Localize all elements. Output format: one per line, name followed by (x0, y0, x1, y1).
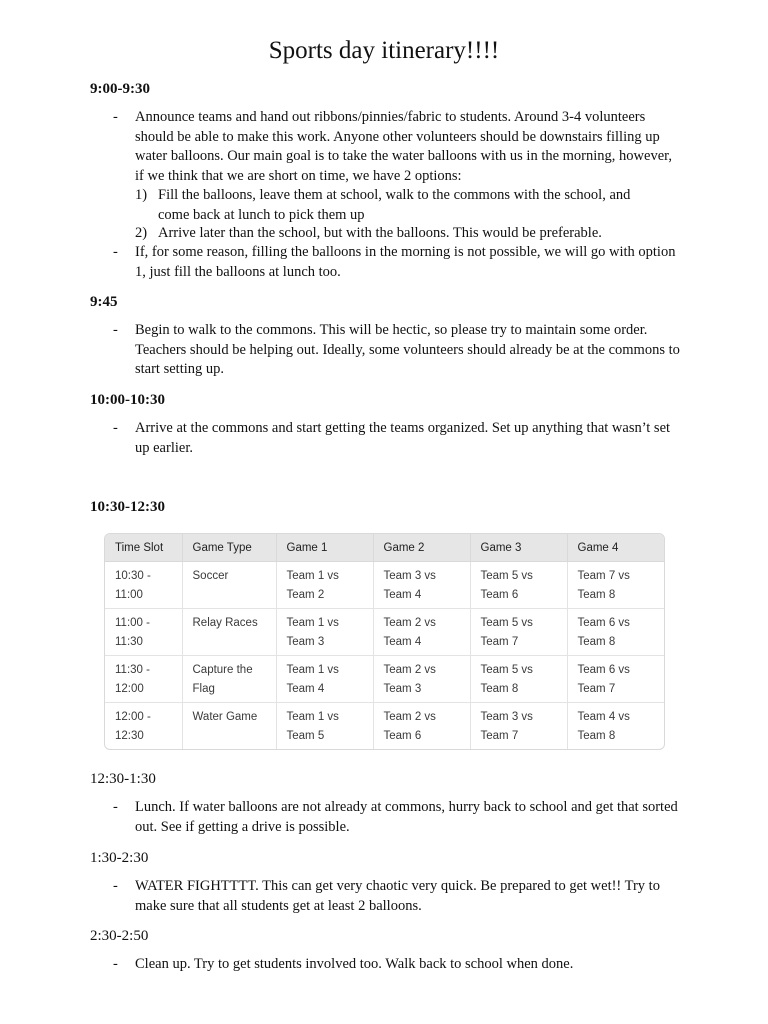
table-cell: Team 1 vs Team 5 (276, 703, 373, 750)
column-header: Game Type (182, 534, 276, 562)
table-cell: Team 5 vs Team 8 (470, 656, 567, 703)
option-number: 2) (135, 225, 148, 241)
time-heading-0945: 9:45 (90, 294, 118, 310)
table-row (105, 656, 664, 703)
bullet-0130-water-fight (90, 877, 680, 916)
table-cell: Team 5 vs Team 6 (470, 562, 567, 609)
table-cell: Relay Races (182, 609, 276, 656)
table-cell: Team 1 vs Team 4 (276, 656, 373, 703)
table-cell: Team 3 vs Team 7 (470, 703, 567, 750)
bullet-dash: - (113, 420, 118, 436)
column-header: Game 3 (470, 534, 567, 562)
table-cell: Soccer (182, 562, 276, 609)
table-cell: Team 7 vs Team 8 (567, 562, 664, 609)
table-cell: Team 5 vs Team 7 (470, 609, 567, 656)
bullet-1230-lunch (90, 798, 680, 837)
table-cell: Team 2 vs Team 4 (373, 609, 470, 656)
bullet-text: Begin to walk to the commons. This will be hectic, so please try to maintain some order. Teachers should be helping out. Ideally, some volunteers should already be at the commons to start setting up. (135, 322, 680, 377)
bullet-dash: - (113, 799, 118, 815)
table-cell: Capture the Flag (182, 656, 276, 703)
bullet-0230-cleanup (90, 955, 680, 975)
bullet-text: WATER FIGHTTTT. This can get very chaotic very quick. Be prepared to get wet!! Try to make sure that all students get at least 2 balloons. (135, 878, 660, 914)
option-text: Arrive later than the school, but with the balloons. This would be preferable. (158, 225, 602, 241)
option-2 (135, 224, 655, 244)
bullet-dash: - (113, 878, 118, 894)
time-heading-0130: 1:30-2:30 (90, 850, 149, 866)
bullet-text: Clean up. Try to get students involved too. Walk back to school when done. (135, 956, 574, 972)
table-cell: 11:00 - 11:30 (105, 609, 182, 656)
table-cell: Team 1 vs Team 3 (276, 609, 373, 656)
option-text: Fill the balloons, leave them at school, walk to the commons with the school, and come back at lunch to pick them up (158, 187, 631, 223)
games-schedule-table (104, 533, 665, 750)
time-heading-1030: 10:30-12:30 (90, 499, 165, 515)
page-title: Sports day itinerary!!!! (268, 37, 500, 64)
time-heading-1000: 10:00-10:30 (90, 392, 165, 408)
table-cell: Team 4 vs Team 8 (577, 711, 630, 742)
table-header-row (105, 534, 664, 562)
table-row (105, 703, 664, 750)
bullet-dash: - (113, 244, 118, 260)
column-header: Game 4 (567, 534, 664, 562)
bullet-0945-walk (90, 321, 680, 380)
column-header: Time Slot (105, 534, 182, 562)
bullet-dash: - (113, 109, 118, 125)
bullet-0900-announce (90, 108, 680, 186)
bullet-1000-arrive (90, 419, 680, 458)
table-cell: Team 2 vs Team 3 (373, 656, 470, 703)
option-number: 1) (135, 187, 148, 203)
bullet-dash: - (113, 322, 118, 338)
time-heading-0900: 9:00-9:30 (90, 81, 150, 97)
table-cell: 11:30 - 12:00 (105, 656, 182, 703)
bullet-0900-fallback (90, 243, 680, 282)
table-cell: Team 1 vs Team 2 (276, 562, 373, 609)
time-heading-0230: 2:30-2:50 (90, 928, 149, 944)
table-cell: 10:30 - 11:00 (105, 562, 182, 609)
table-cell: 12:00 - 12:30 (105, 703, 182, 750)
bullet-text: Arrive at the commons and start getting the teams organized. Set up anything that wasn’t set up earlier. (135, 420, 671, 456)
option-1 (135, 186, 655, 225)
table-cell: Water Game (182, 703, 276, 750)
column-header: Game 1 (276, 534, 373, 562)
table-cell: Team 6 vs Team 7 (567, 656, 664, 703)
bullet-text: If, for some reason, filling the balloons in the morning is not possible, we will go with option 1, just fill the balloons at lunch too. (135, 244, 676, 280)
table-cell: Team 2 vs Team 6 (373, 703, 470, 750)
table-row (105, 562, 664, 609)
bullet-text: Announce teams and hand out ribbons/pinnies/fabric to students. Around 3-4 volunteers should be able to make this work. Anyone other volunteers should be downstairs filling up water balloons. Our main goal is to take the water balloons with us in the morning, however, if we think that we are short on time, we have 2 options: (135, 109, 673, 184)
column-header: Game 2 (373, 534, 470, 562)
table-cell: Team 6 vs Team 8 (567, 609, 664, 656)
table-cell: Team 3 vs Team 4 (373, 562, 470, 609)
bullet-dash: - (113, 956, 118, 972)
bullet-text: Lunch. If water balloons are not already at commons, hurry back to school and get that sorted out. See if getting a drive is possible. (135, 799, 678, 835)
time-heading-1230: 12:30-1:30 (90, 771, 156, 787)
table-row (105, 609, 664, 656)
